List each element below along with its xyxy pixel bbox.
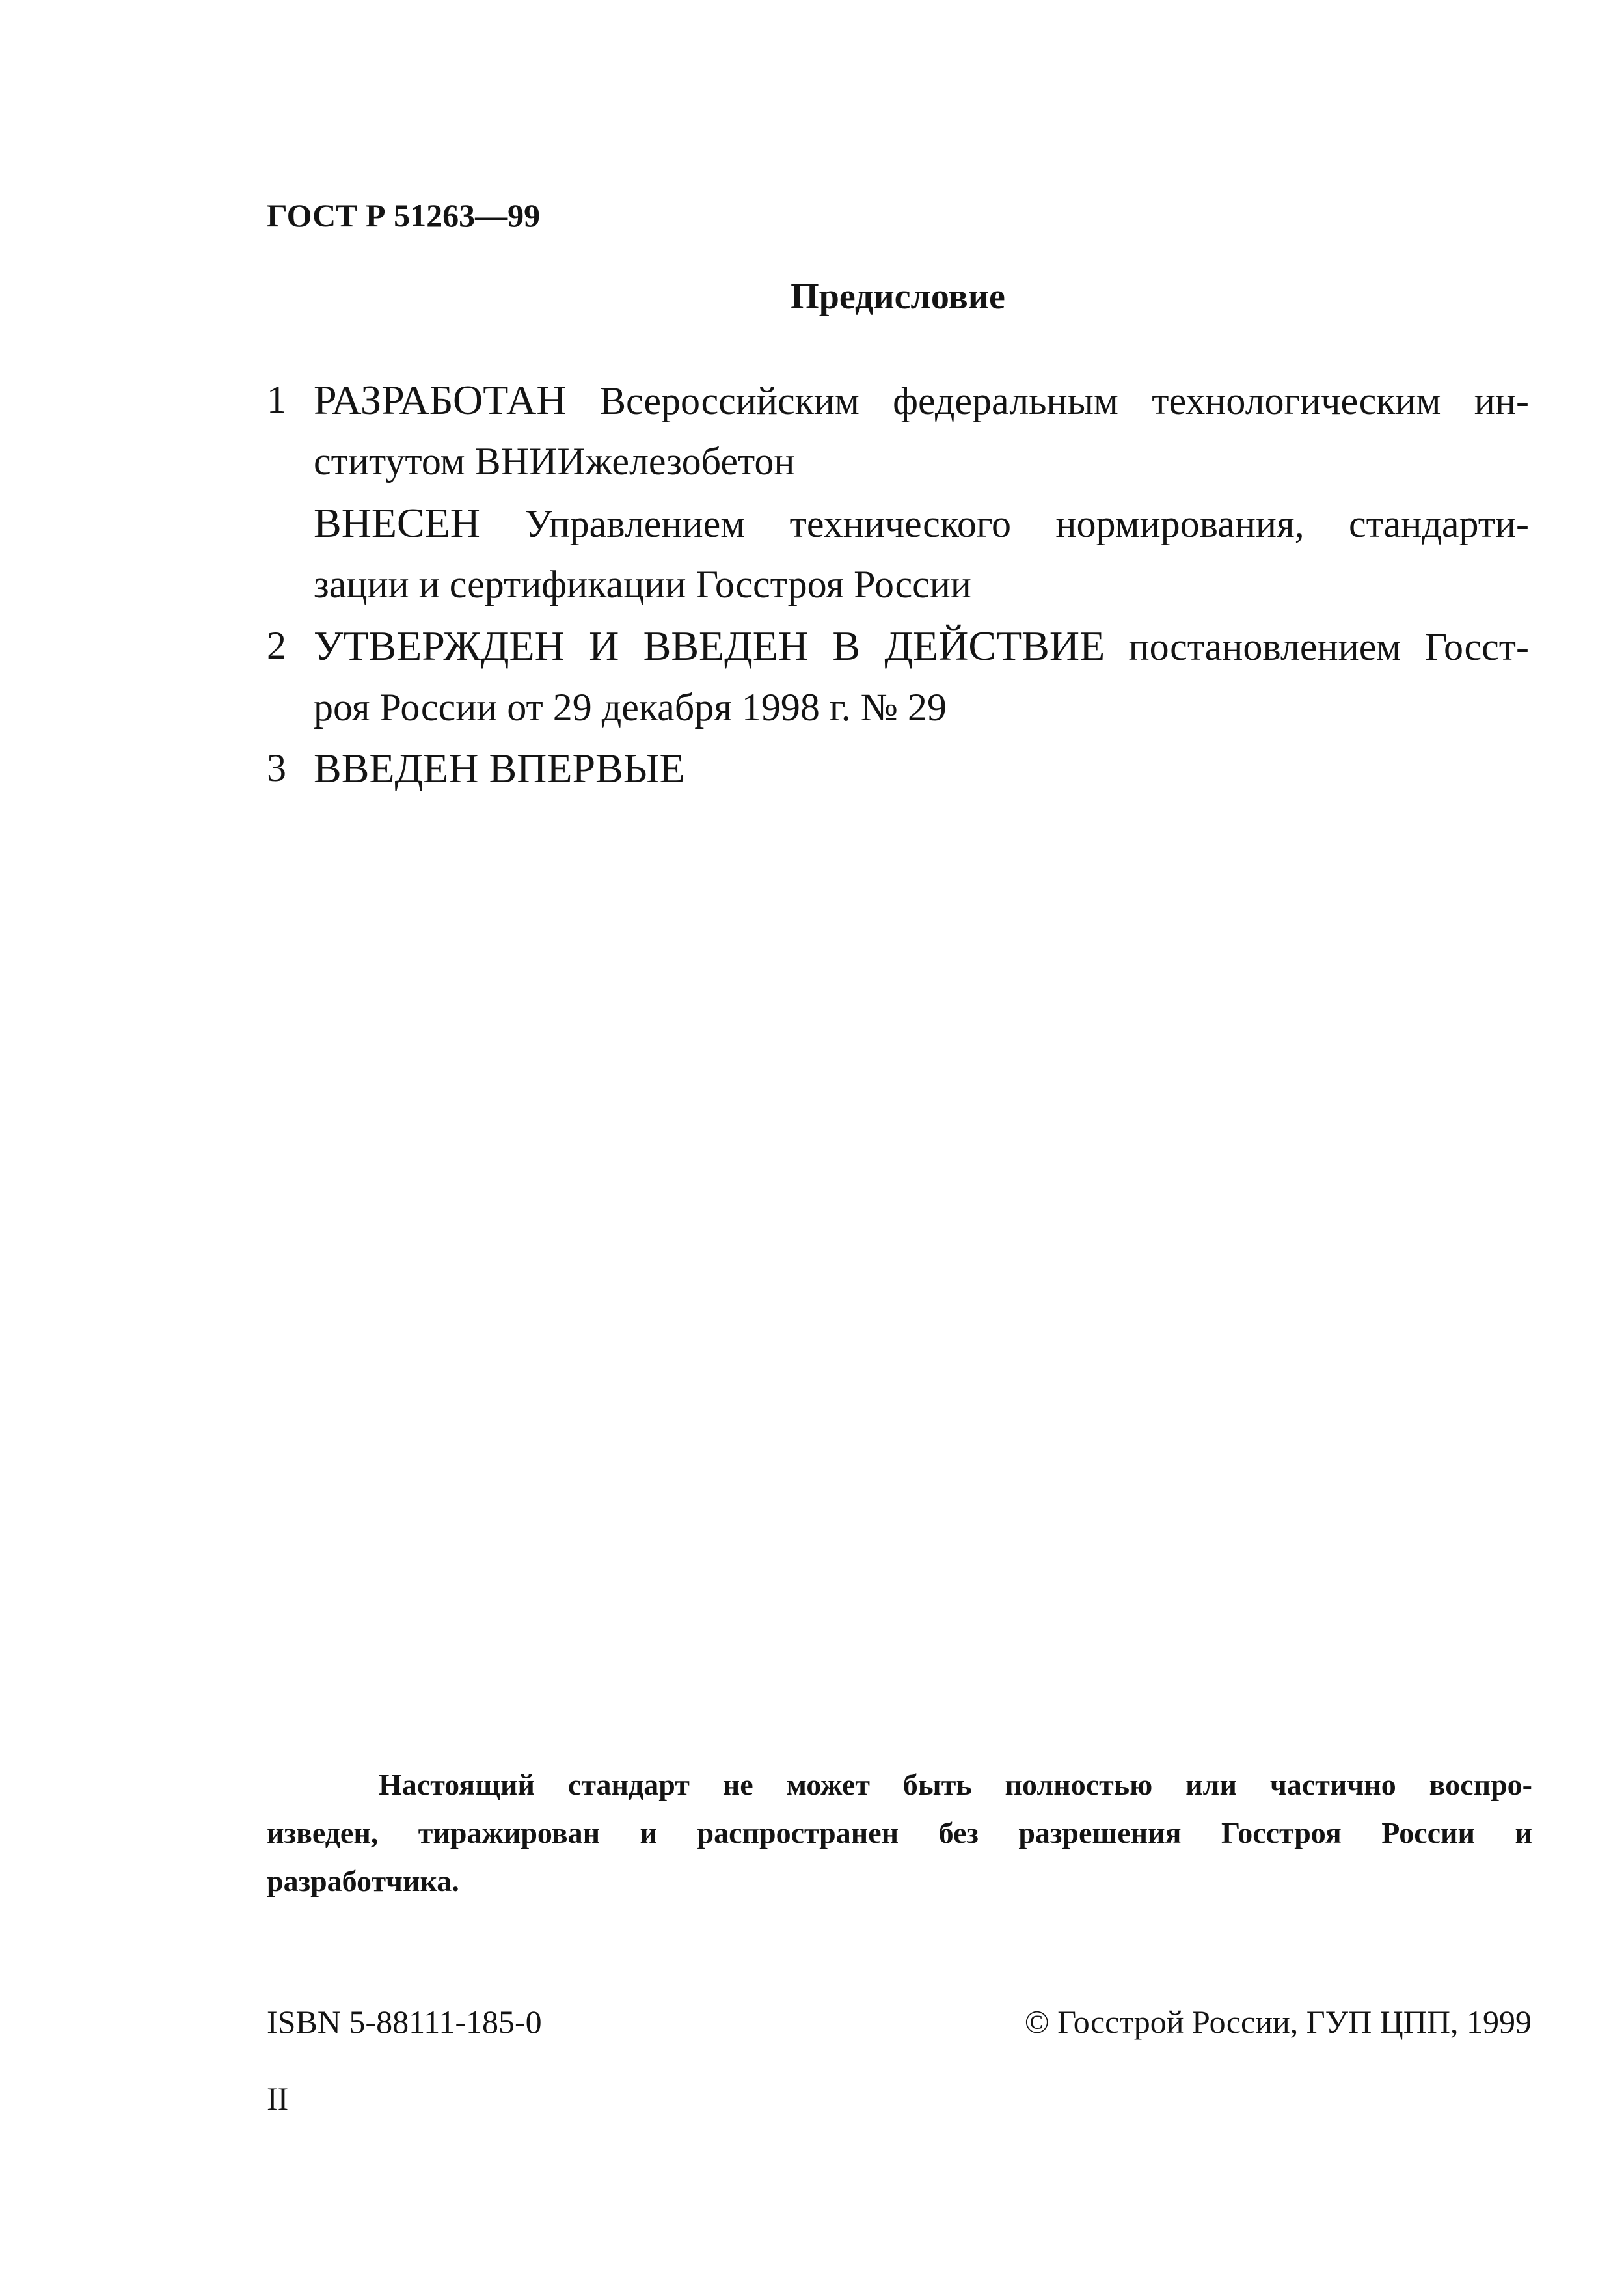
item-line-1 [314, 738, 1529, 800]
item-number: 2 [267, 624, 286, 667]
reproduction-notice [267, 1761, 1532, 1905]
copyright-notice: © Госстрой России, ГУП ЦПП, 1999 [1024, 2004, 1532, 2040]
item-number: 1 [267, 378, 286, 421]
foreword-title: Предисловие [791, 277, 1005, 317]
item-line-1-rest: Всероссийским федеральным технологическим ин- [599, 379, 1529, 422]
item-line-1 [314, 616, 1529, 677]
foreword-item-approved [267, 616, 1529, 738]
item-line-2: зации и сертификации Госстроя России [314, 563, 971, 606]
item-line-1 [314, 493, 1529, 554]
isbn-number: ISBN 5-88111-185-0 [267, 2004, 542, 2040]
item-line-1-rest: Управлением технического нормирования, стандарти- [524, 502, 1529, 545]
item-lead: ВВЕДЕН ВПЕРВЫЕ [314, 745, 685, 791]
foreword-item-first-introduced [267, 738, 1529, 800]
item-number: 3 [267, 746, 286, 789]
item-line-1-rest: постановлением Госст- [1128, 625, 1530, 668]
item-lead: РАЗРАБОТАН [314, 377, 567, 423]
item-text [314, 370, 1529, 492]
document-code: ГОСТ Р 51263—99 [267, 197, 541, 234]
item-line-1 [314, 370, 1529, 431]
item-lead: УТВЕРЖДЕН И ВВЕДЕН В ДЕЙСТВИЕ [314, 623, 1105, 669]
foreword-item-submitted [267, 493, 1529, 615]
notice-line-2: изведен, тиражирован и распространен без разрешения Госстроя России и [267, 1816, 1532, 1849]
foreword-item-developed [267, 370, 1529, 492]
page-number: II [267, 2080, 289, 2117]
item-text [314, 738, 1529, 800]
item-text [314, 493, 1529, 615]
item-line-2: ститутом ВНИИжелезобетон [314, 440, 795, 483]
item-lead: ВНЕСЕН [314, 500, 480, 546]
item-line-2: роя России от 29 декабря 1998 г. № 29 [314, 686, 947, 729]
notice-line-3: разработчика. [267, 1864, 459, 1897]
item-text [314, 616, 1529, 738]
notice-line-1: Настоящий стандарт не может быть полностью или частично воспро- [379, 1768, 1532, 1801]
